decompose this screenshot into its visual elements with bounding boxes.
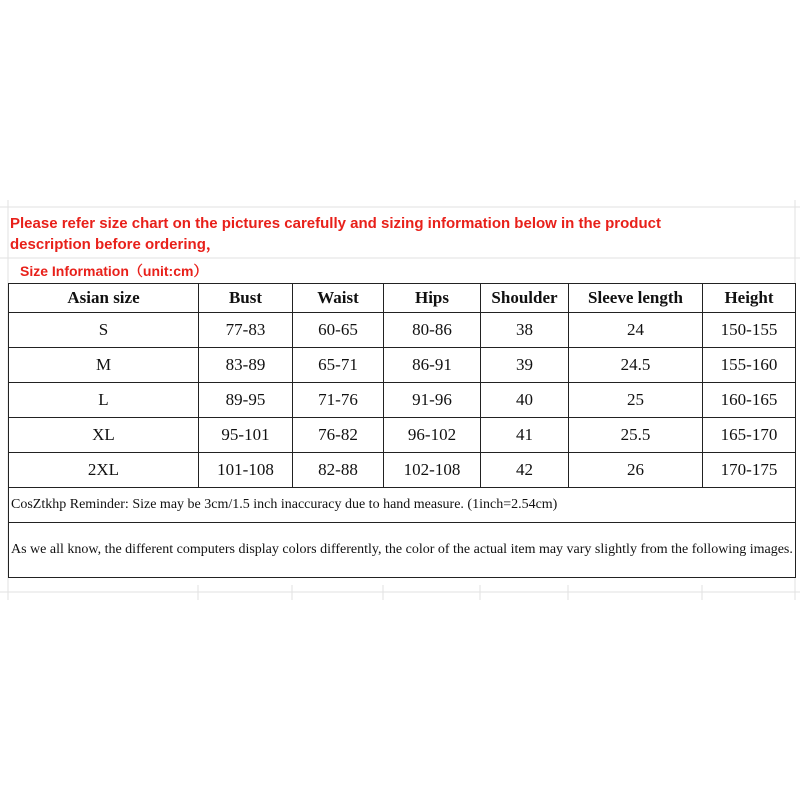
ordering-notice-line-1: Please refer size chart on the pictures carefully and sizing information below in the product	[10, 215, 661, 232]
cell-height: 155-160	[703, 348, 796, 383]
cell-size: 2XL	[9, 453, 199, 488]
cell-waist: 82-88	[293, 453, 384, 488]
cell-waist: 76-82	[293, 418, 384, 453]
cell-hips: 80-86	[384, 313, 481, 348]
header-sleeve-length: Sleeve length	[569, 284, 703, 313]
cell-height: 160-165	[703, 383, 796, 418]
cell-hips: 86-91	[384, 348, 481, 383]
cell-size: S	[9, 313, 199, 348]
cell-size: L	[9, 383, 199, 418]
header-hips: Hips	[384, 284, 481, 313]
cell-size: M	[9, 348, 199, 383]
cell-height: 170-175	[703, 453, 796, 488]
header-shoulder: Shoulder	[481, 284, 569, 313]
cell-bust: 83-89	[199, 348, 293, 383]
cell-shoulder: 39	[481, 348, 569, 383]
ordering-notice	[10, 213, 790, 255]
table-row	[9, 383, 796, 418]
header-height: Height	[703, 284, 796, 313]
table-row	[9, 313, 796, 348]
cell-bust: 77-83	[199, 313, 293, 348]
cell-sleeve-length: 25.5	[569, 418, 703, 453]
cell-sleeve-length: 24.5	[569, 348, 703, 383]
cell-hips: 91-96	[384, 383, 481, 418]
cell-height: 165-170	[703, 418, 796, 453]
table-row	[9, 453, 796, 488]
cell-shoulder: 40	[481, 383, 569, 418]
cell-sleeve-length: 26	[569, 453, 703, 488]
ordering-notice-line-2: description before ordering，	[10, 236, 221, 253]
cell-shoulder: 41	[481, 418, 569, 453]
cell-bust: 95-101	[199, 418, 293, 453]
cell-shoulder: 42	[481, 453, 569, 488]
reminder-row	[9, 488, 796, 523]
measurement-reminder: CosZtkhp Reminder: Size may be 3cm/1.5 inch inaccuracy due to hand measure. (1inch=2.54cm)	[9, 488, 796, 523]
color-note-row	[9, 523, 796, 578]
header-waist: Waist	[293, 284, 384, 313]
cell-waist: 71-76	[293, 383, 384, 418]
cell-hips: 96-102	[384, 418, 481, 453]
table-row	[9, 348, 796, 383]
cell-waist: 60-65	[293, 313, 384, 348]
cell-waist: 65-71	[293, 348, 384, 383]
header-bust: Bust	[199, 284, 293, 313]
cell-bust: 89-95	[199, 383, 293, 418]
cell-size: XL	[9, 418, 199, 453]
size-information-label: Size Information（unit:cm）	[20, 263, 208, 279]
color-variation-note: As we all know, the different computers display colors differently, the color of the actual item may vary slightly from the following images.	[9, 523, 796, 578]
table-row	[9, 418, 796, 453]
cell-height: 150-155	[703, 313, 796, 348]
header-asian-size: Asian size	[9, 284, 199, 313]
cell-shoulder: 38	[481, 313, 569, 348]
table-header-row	[9, 284, 796, 313]
cell-sleeve-length: 25	[569, 383, 703, 418]
size-chart-table	[8, 283, 796, 578]
cell-sleeve-length: 24	[569, 313, 703, 348]
cell-bust: 101-108	[199, 453, 293, 488]
cell-hips: 102-108	[384, 453, 481, 488]
